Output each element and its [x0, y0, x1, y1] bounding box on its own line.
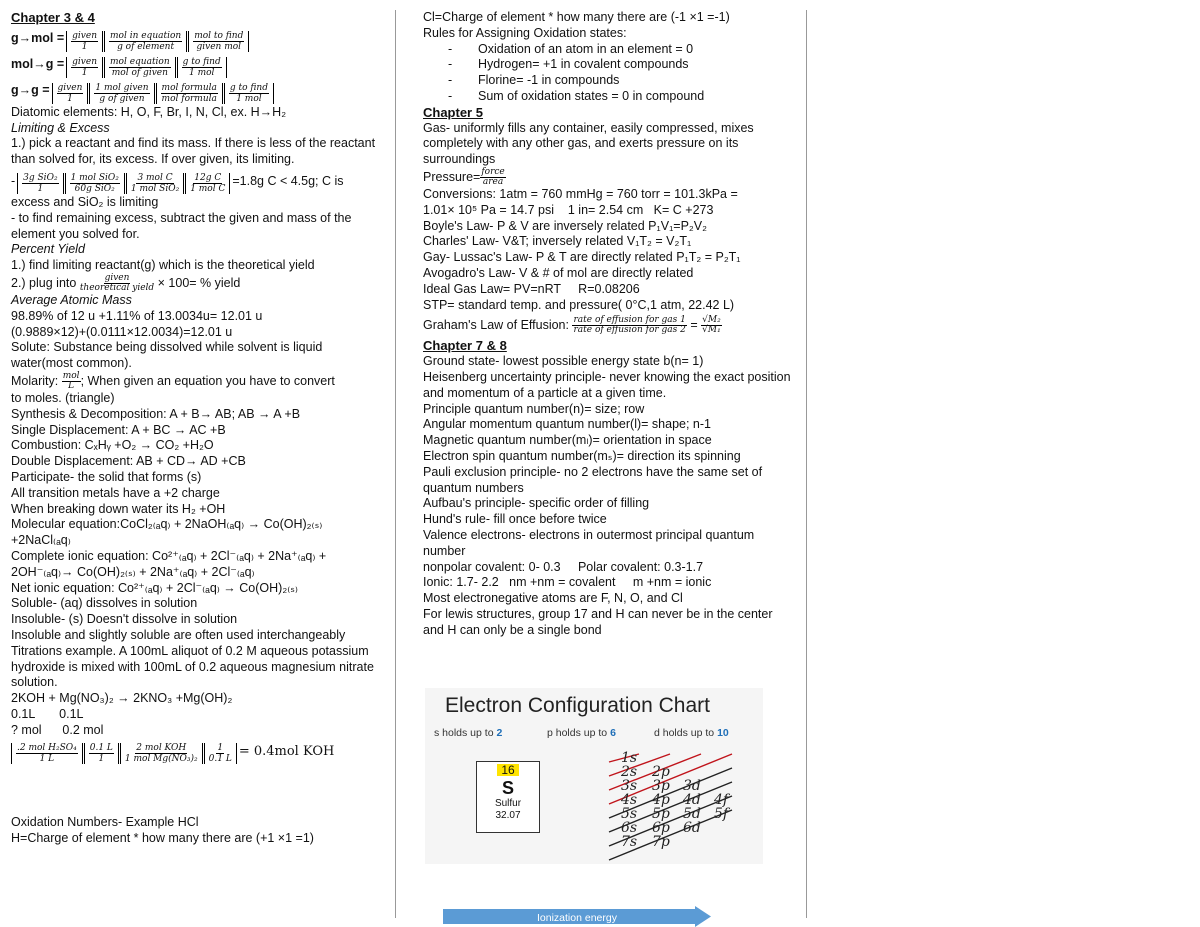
- numerator: 3 mol C: [137, 172, 173, 183]
- denominator: √M₁: [702, 325, 721, 336]
- orbital-3p: 3p: [652, 778, 670, 794]
- fraction: [572, 316, 686, 335]
- orbital-4f: 4f: [714, 792, 729, 808]
- orbital-7s: 7s: [621, 834, 638, 850]
- numerator: 0.1 L: [89, 743, 113, 754]
- numerator: mol in equation: [110, 30, 182, 41]
- fraction-term: [185, 173, 230, 194]
- oxidation-rules-title: Rules for Assigning Oxidation states:: [423, 25, 627, 40]
- fraction-term: [89, 83, 154, 104]
- denominator: 1 mol: [188, 67, 215, 78]
- denominator: 1 mol SiO₂: [130, 183, 180, 194]
- pressure: [423, 168, 793, 187]
- heisenberg: Heisenberg uncertainty principle- never knowing the exact position and momentum of a particle at a given time.: [423, 369, 791, 400]
- formula-result: =1.8g C < 4.5g; C is: [232, 173, 344, 188]
- formula-limiting: - 3g SiO₂ 1 1 mol SiO₂ 60g SiO₂ 3 mol C 1 mol SiO₂ 12g C 1 mol C =1.8g C < 4.5g; C is: [11, 169, 386, 194]
- limiting-step-1: 1.) pick a reactant and find its mass. If there is less of the reactant than solved for, its excess. If over given, its limiting.: [11, 136, 376, 167]
- column-1: [11, 10, 386, 847]
- chapter-5-heading: Chapter 5: [423, 104, 483, 120]
- aufbau: Aufbau's principle- specific order of filling: [423, 496, 650, 511]
- column-divider-right: [806, 10, 807, 918]
- percent-yield-step-1: 1.) find limiting reactant(g) which is the theoretical yield: [11, 258, 315, 273]
- formula-label: g→mol =: [11, 31, 65, 46]
- fraction-term: [177, 57, 227, 78]
- valence-electrons: Valence electrons- electrons in outermost principal quantum number: [423, 527, 755, 558]
- numerator: 1 mol SiO₂: [70, 172, 119, 183]
- text: p holds up to: [547, 727, 608, 739]
- spin-quantum: Electron spin quantum number(mₛ)= direction its spinning: [423, 448, 741, 463]
- element-name: Sulfur: [494, 798, 522, 809]
- fraction-term: [66, 31, 103, 52]
- h-charge: H=Charge of element * how many there are (+1 ×1 =1): [11, 831, 314, 846]
- denominator: mol formula: [161, 93, 217, 104]
- orbital-3s: 3s: [621, 778, 638, 794]
- orbital-6s: 6s: [621, 820, 638, 836]
- chapter-3-4-heading: Chapter 3 & 4: [11, 10, 95, 25]
- fraction: [701, 316, 722, 335]
- magnetic-quantum: Magnetic quantum number(mₗ)= orientation in space: [423, 433, 712, 448]
- numerator: g to find: [229, 82, 268, 93]
- synthesis: Synthesis & Decomposition: A + B→ AB; AB → A +B: [11, 406, 301, 421]
- electronegative: Most electronegative atoms are F, N, O, and Cl: [423, 591, 683, 606]
- molarity-2: to moles. (triangle): [11, 390, 115, 405]
- angular-quantum: Angular momentum quantum number(l)= shape; n-1: [423, 417, 711, 432]
- percent-yield-title: Percent Yield: [11, 242, 85, 257]
- numerator: 2 mol KOH: [136, 743, 187, 754]
- text: d holds up to: [654, 727, 715, 739]
- orbital-1s: 1s: [621, 750, 638, 766]
- denominator: 1: [67, 93, 73, 104]
- gay-lussac-law: Gay- Lussac's Law- P & T are directly related P₁T₂ = P₂T₁: [423, 250, 741, 265]
- number: 2: [496, 727, 503, 739]
- covalent-ranges: nonpolar covalent: 0- 0.3 Polar covalent: 0.3-1.7: [423, 559, 704, 574]
- complete-ionic: Complete ionic equation: Co²⁺₍ₐq₎ + 2Cl⁻₍ₐq₎ + 2Na⁺₍ₐq₎ +: [11, 548, 327, 563]
- solute-definition: Solute: Substance being dissolved while solvent is liquid water(most common).: [11, 340, 323, 371]
- molarity: [11, 372, 386, 391]
- numerator: √M₂: [702, 315, 721, 326]
- number: 6: [610, 727, 616, 739]
- formula-terms: [17, 169, 230, 194]
- text: 2.) plug into: [11, 275, 77, 290]
- orbital-4d: 4d: [683, 792, 701, 808]
- denominator: 1: [81, 41, 88, 52]
- number: 10: [717, 727, 729, 739]
- boyles-law: Boyle's Law- P & V are inversely related P₁V₁=P₂V₂: [423, 218, 707, 233]
- ionization-energy-arrow: [443, 906, 711, 927]
- numerator: given: [57, 82, 83, 93]
- numerator: mol formula: [161, 82, 217, 93]
- diatomic-elements: Diatomic elements: H, O, F, Br, I, N, Cl, ex. H→H₂: [11, 104, 287, 119]
- pauli-exclusion: Pauli exclusion principle- no 2 electrons have the same set of quantum numbers: [423, 464, 763, 495]
- ideal-gas-law: Ideal Gas Law= PV=nRT R=0.08206: [423, 281, 640, 296]
- atomic-number: 16: [497, 764, 518, 776]
- titration-example: Titrations example. A 100mL aliquot of 0.2 M aqueous potassium hydroxide is mixed with 100mL of 0.2 aqueous magnesium nitrate solution.: [11, 643, 374, 690]
- titration-moles: ? mol 0.2 mol: [11, 722, 104, 737]
- orbital-3d: 3d: [683, 778, 701, 794]
- diagonal-arrows: [425, 688, 763, 864]
- denominator: 1 mol C: [190, 183, 226, 194]
- orbital-7p: 7p: [652, 834, 670, 850]
- numerator: force: [481, 166, 505, 177]
- insoluble-2: Insoluble and slightly soluble are often used interchangeably: [11, 627, 346, 642]
- chapter-7-8-heading: Chapter 7 & 8: [423, 338, 507, 354]
- molecular-equation: Molecular equation:CoCl₂₍ₐq₎ + 2NaOH₍ₐq₎ → Co(OH)₂₍ₛ₎: [11, 517, 323, 532]
- ground-state: Ground state- lowest possible energy state b(n= 1): [423, 354, 704, 369]
- orbital-5p: 5p: [652, 806, 670, 822]
- numerator: rate of effusion for gas 1: [573, 315, 686, 326]
- text: s holds up to: [434, 727, 494, 739]
- column-2: [423, 10, 793, 638]
- numerator: mol: [62, 370, 80, 381]
- formula-terms: [66, 53, 227, 78]
- denominator: rate of effusion for gas 2: [573, 325, 686, 336]
- fraction-term: [84, 743, 119, 764]
- numerator: 1: [217, 743, 224, 754]
- water-breakdown: When breaking down water its H₂ +OH: [11, 501, 226, 516]
- percent-yield-step-2: [11, 274, 386, 293]
- fraction-term: [204, 743, 237, 764]
- denominator: 1 mol Mg(NO₃)₂: [124, 754, 198, 765]
- fraction-term: [65, 173, 125, 194]
- formula-g-to-g: [11, 79, 386, 104]
- denominator: mol of given: [111, 67, 168, 78]
- text: Pressure=: [423, 169, 481, 184]
- numerator: given: [104, 272, 130, 283]
- soluble: Soluble- (aq) dissolves in solution: [11, 596, 198, 611]
- limiting-step-2: excess and SiO₂ is limiting: [11, 194, 159, 209]
- gas-definition: Gas- uniformly fills any container, easily compressed, mixes completely with any other gas, and exerts pressure on its surroundings: [423, 120, 754, 167]
- text: ; When given an equation you have to convert: [80, 373, 335, 388]
- element-symbol: S: [501, 778, 514, 798]
- orbital-2p: 2p: [652, 764, 670, 780]
- charles-law: Charles' Law- V&T; inversely related V₁T₂ = V₂T₁: [423, 234, 692, 249]
- orbital-5s: 5s: [621, 806, 638, 822]
- numerator: given: [72, 56, 97, 67]
- grahams-law: Graham's Law of Effusion: $\frac{\text{rate of effusion for gas 1}}{\text{rate of effusion for gas 2}}$ = $\frac{\text{√M₂}}{\text{√M₁}}$: [423, 315, 721, 336]
- formula-terms: [66, 27, 249, 52]
- orbital-6p: 6p: [652, 820, 670, 836]
- fraction-term: [52, 83, 89, 104]
- avg-atomic-mass-1: 98.89% of 12 u +1.11% of 13.0034u= 12.01 u: [11, 308, 263, 323]
- denominator: 1 mol: [236, 93, 262, 104]
- electron-configuration-chart: [425, 688, 763, 864]
- titration-volumes: 0.1L 0.1L: [11, 706, 84, 721]
- double-displacement: Double Displacement: AB + CD→ AD +CB: [11, 454, 246, 469]
- fraction-term: [17, 173, 63, 194]
- numerator: g to find: [182, 56, 221, 67]
- oxidation-numbers: Oxidation Numbers- Example HCl: [11, 815, 199, 830]
- chart-title: Electron Configuration Chart: [445, 694, 710, 717]
- column-divider-left: [395, 10, 396, 918]
- conversions-2: 1.01× 10⁵ Pa = 14.7 psi 1 in= 2.54 cm K= C +273: [423, 202, 714, 217]
- oxidation-rules-list: [423, 42, 793, 105]
- denominator: g of given: [99, 93, 145, 104]
- conversions-1: Conversions: 1atm = 760 mmHg = 760 torr = 101.3kPa =: [423, 186, 738, 201]
- combustion: Combustion: CₓHᵧ +O₂ → CO₂ +H₂O: [11, 438, 214, 453]
- formula-terms: [11, 739, 237, 764]
- rule-item: - Florine= -1 in compounds: [478, 73, 793, 89]
- titration-equation: 2KOH + Mg(NO₃)₂ → 2KNO₃ +Mg(OH)₂: [11, 691, 233, 706]
- denominator: 0.1 L: [208, 754, 232, 765]
- cl-charge: Cl=Charge of element * how many there are (-1 ×1 =-1): [423, 10, 730, 24]
- net-ionic: Net ionic equation: Co²⁺₍ₐq₎ + 2Cl⁻₍ₐq₎ → Co(OH)₂₍ₛ₎: [11, 580, 298, 595]
- orbital-4p: 4p: [652, 792, 670, 808]
- rule-item: - Hydrogen= +1 in covalent compounds: [478, 57, 793, 73]
- transition-metals: All transition metals have a +2 charge: [11, 485, 220, 500]
- single-displacement: Single Displacement: A + BC → AC +B: [11, 422, 226, 437]
- avogadro-law: Avogadro's Law- V & # of mol are directly related: [423, 265, 694, 280]
- principal-quantum: Principle quantum number(n)= size; row: [423, 401, 645, 416]
- fraction-term: [104, 31, 187, 52]
- denominator: L: [68, 380, 75, 391]
- formula-mol-to-g: [11, 53, 386, 78]
- text: Graham's Law of Effusion:: [423, 318, 569, 333]
- orbital-2s: 2s: [621, 764, 638, 780]
- fraction-term: [66, 57, 103, 78]
- orbital-5d: 5d: [683, 806, 701, 822]
- orbital-5f: 5f: [714, 806, 729, 822]
- denominator: given mol: [196, 41, 242, 52]
- stp: STP= standard temp. and pressure( 0°C,1 atm, 22.42 L): [423, 297, 735, 312]
- fraction: [62, 372, 81, 391]
- numerator: 12g C: [194, 172, 222, 183]
- numerator: mol equation: [110, 56, 170, 67]
- formula-label: mol→g =: [11, 57, 65, 72]
- denominator: 1: [81, 67, 88, 78]
- rule-item: - Sum of oxidation states = 0 in compound: [478, 89, 793, 105]
- fraction-term: [224, 83, 274, 104]
- formula-g-to-mol: [11, 27, 386, 52]
- denominator: 1: [98, 754, 105, 765]
- fraction: [80, 274, 154, 293]
- molecular-equation-2: +2NaCl₍ₐq₎: [11, 533, 71, 548]
- formula-terms: [52, 79, 274, 104]
- fraction-term: [156, 83, 223, 104]
- denominator: 1: [37, 183, 44, 194]
- numerator: 1 mol given: [95, 82, 149, 93]
- fraction-term: [120, 743, 203, 764]
- numerator: .2 mol H₂SO₄: [17, 743, 77, 754]
- denominator: 60g SiO₂: [74, 183, 115, 194]
- limiting-step-3: - to find remaining excess, subtract the given and mass of the element you solved for.: [11, 210, 352, 241]
- formula-result: = 0.4mol KOH: [238, 744, 335, 760]
- fraction-term: [188, 31, 249, 52]
- complete-ionic-2: 2OH⁻₍ₐq₎→ Co(OH)₂₍ₛ₎ + 2Na⁺₍ₐq₎ + 2Cl⁻₍ₐq₎: [11, 564, 255, 579]
- text: Molarity:: [11, 373, 59, 388]
- insoluble: Insoluble- (s) Doesn't dissolve in solution: [11, 612, 238, 627]
- denominator: theoretical yield: [79, 282, 155, 293]
- formula-titration: [11, 739, 386, 764]
- text: × 100= % yield: [157, 275, 241, 290]
- numerator: 3g SiO₂: [23, 172, 58, 183]
- avg-atomic-mass-title: Average Atomic Mass: [11, 292, 132, 307]
- ionization-energy-label: Ionization energy: [537, 912, 617, 924]
- rule-item: - Oxidation of an atom in an element = 0: [478, 42, 793, 58]
- fraction-term: [126, 173, 184, 194]
- numerator: mol to find: [194, 30, 244, 41]
- fraction-term: [104, 57, 176, 78]
- numerator: given: [72, 30, 97, 41]
- denominator: 1 L: [39, 754, 55, 765]
- element-mass: 32.07: [495, 810, 521, 821]
- lewis-structures: For lewis structures, group 17 and H can never be in the center and H can only be a single bond: [423, 606, 773, 637]
- denominator: area: [482, 176, 504, 187]
- hunds-rule: Hund's rule- fill once before twice: [423, 512, 607, 527]
- ionic-ranges: Ionic: 1.7- 2.2 nm +nm = covalent m +nm = ionic: [423, 575, 712, 590]
- fraction: [480, 168, 505, 187]
- limiting-title: Limiting & Excess: [11, 120, 110, 135]
- formula-label: g→g =: [11, 83, 50, 98]
- denominator: g of element: [117, 41, 175, 52]
- fraction-term: [11, 743, 83, 764]
- participate: Participate- the solid that forms (s): [11, 469, 202, 484]
- avg-atomic-mass-2: (0.9889×12)+(0.0111×12.0034)=12.01 u: [11, 324, 233, 339]
- orbital-6d: 6d: [683, 820, 701, 836]
- orbital-4s: 4s: [621, 792, 638, 808]
